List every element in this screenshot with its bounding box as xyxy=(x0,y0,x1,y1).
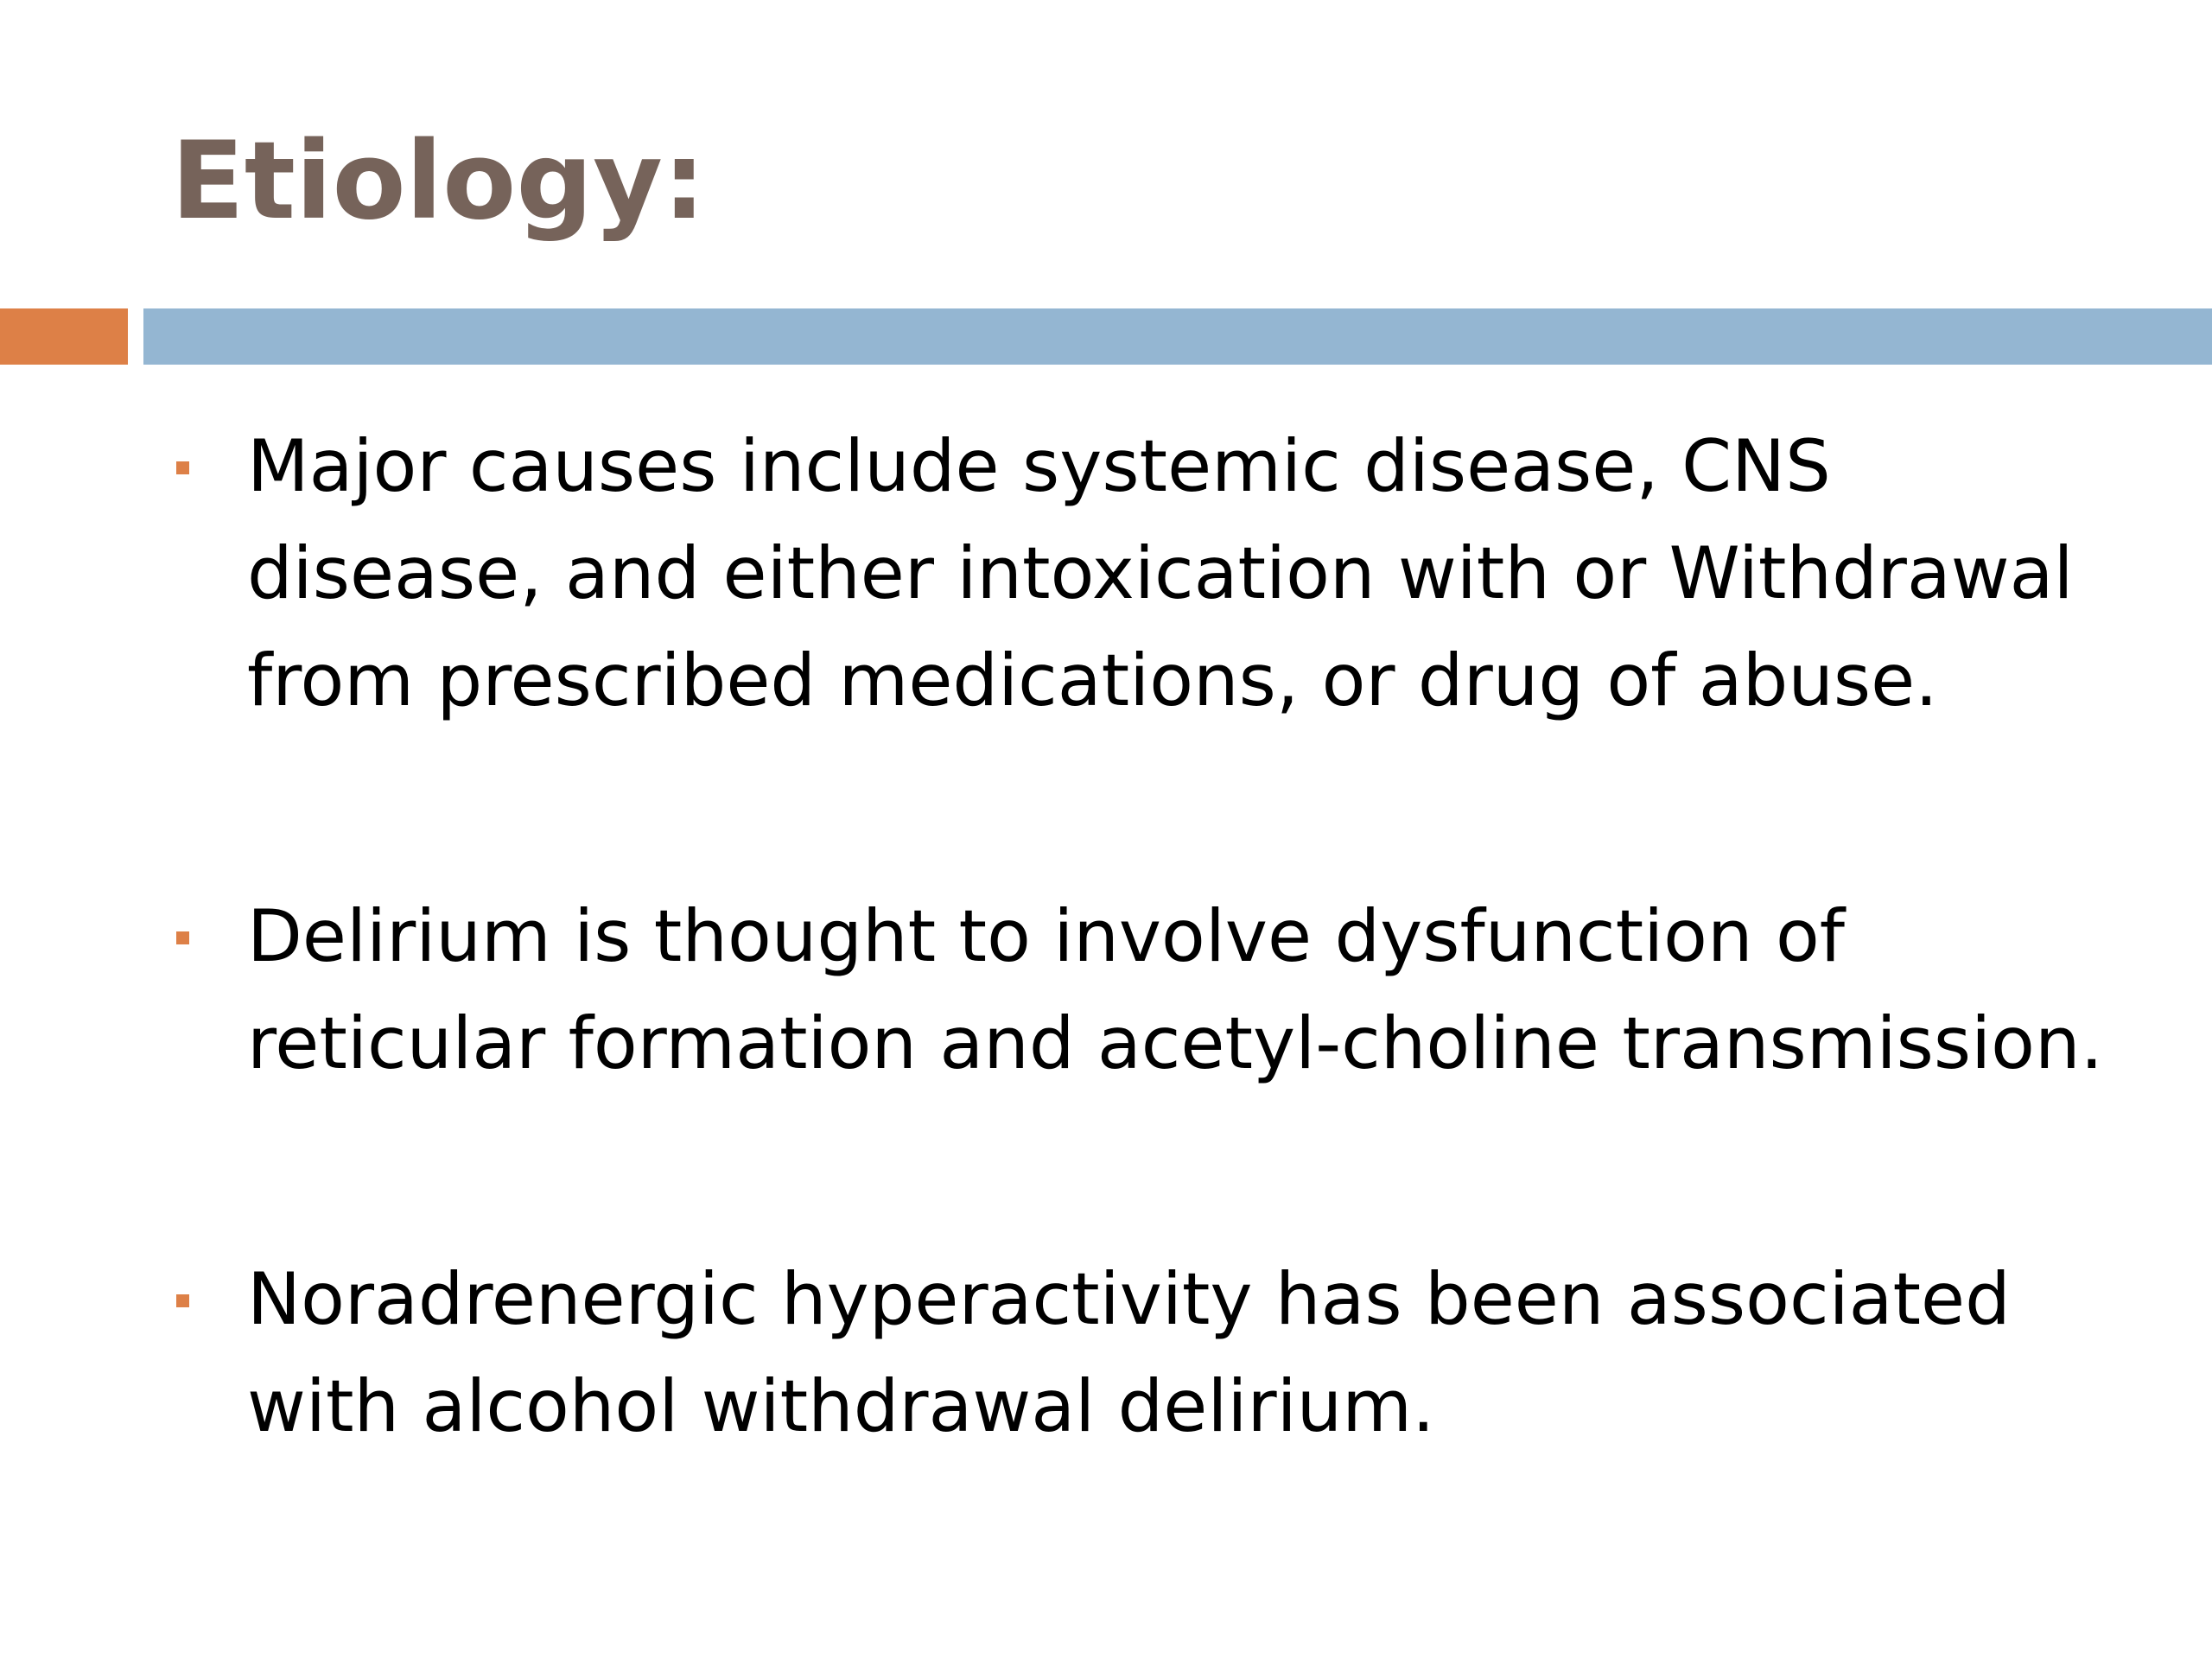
bullet-item xyxy=(169,883,2122,1097)
bullet-list xyxy=(169,413,2122,1460)
bullet-text: Major causes include systemic disease, CNS disease, and either intoxication with or Withdrawal from prescribed medications, or drug of abuse. xyxy=(247,424,2074,722)
bullet-item xyxy=(169,1246,2122,1460)
bullet-text: Delirium is thought to involve dysfunction of reticular formation and acetyl-choline transmission. xyxy=(247,894,2103,1085)
slide-title: Etiology: xyxy=(171,119,706,244)
square-bullet-icon xyxy=(176,1294,189,1307)
accent-bar-right xyxy=(143,308,2212,365)
square-bullet-icon xyxy=(176,461,189,474)
bullet-text: Noradrenergic hyperactivity has been associated with alcohol withdrawal delirium. xyxy=(247,1257,2011,1448)
accent-bar-left xyxy=(0,308,128,365)
bullet-item xyxy=(169,413,2122,734)
square-bullet-icon xyxy=(176,931,189,944)
